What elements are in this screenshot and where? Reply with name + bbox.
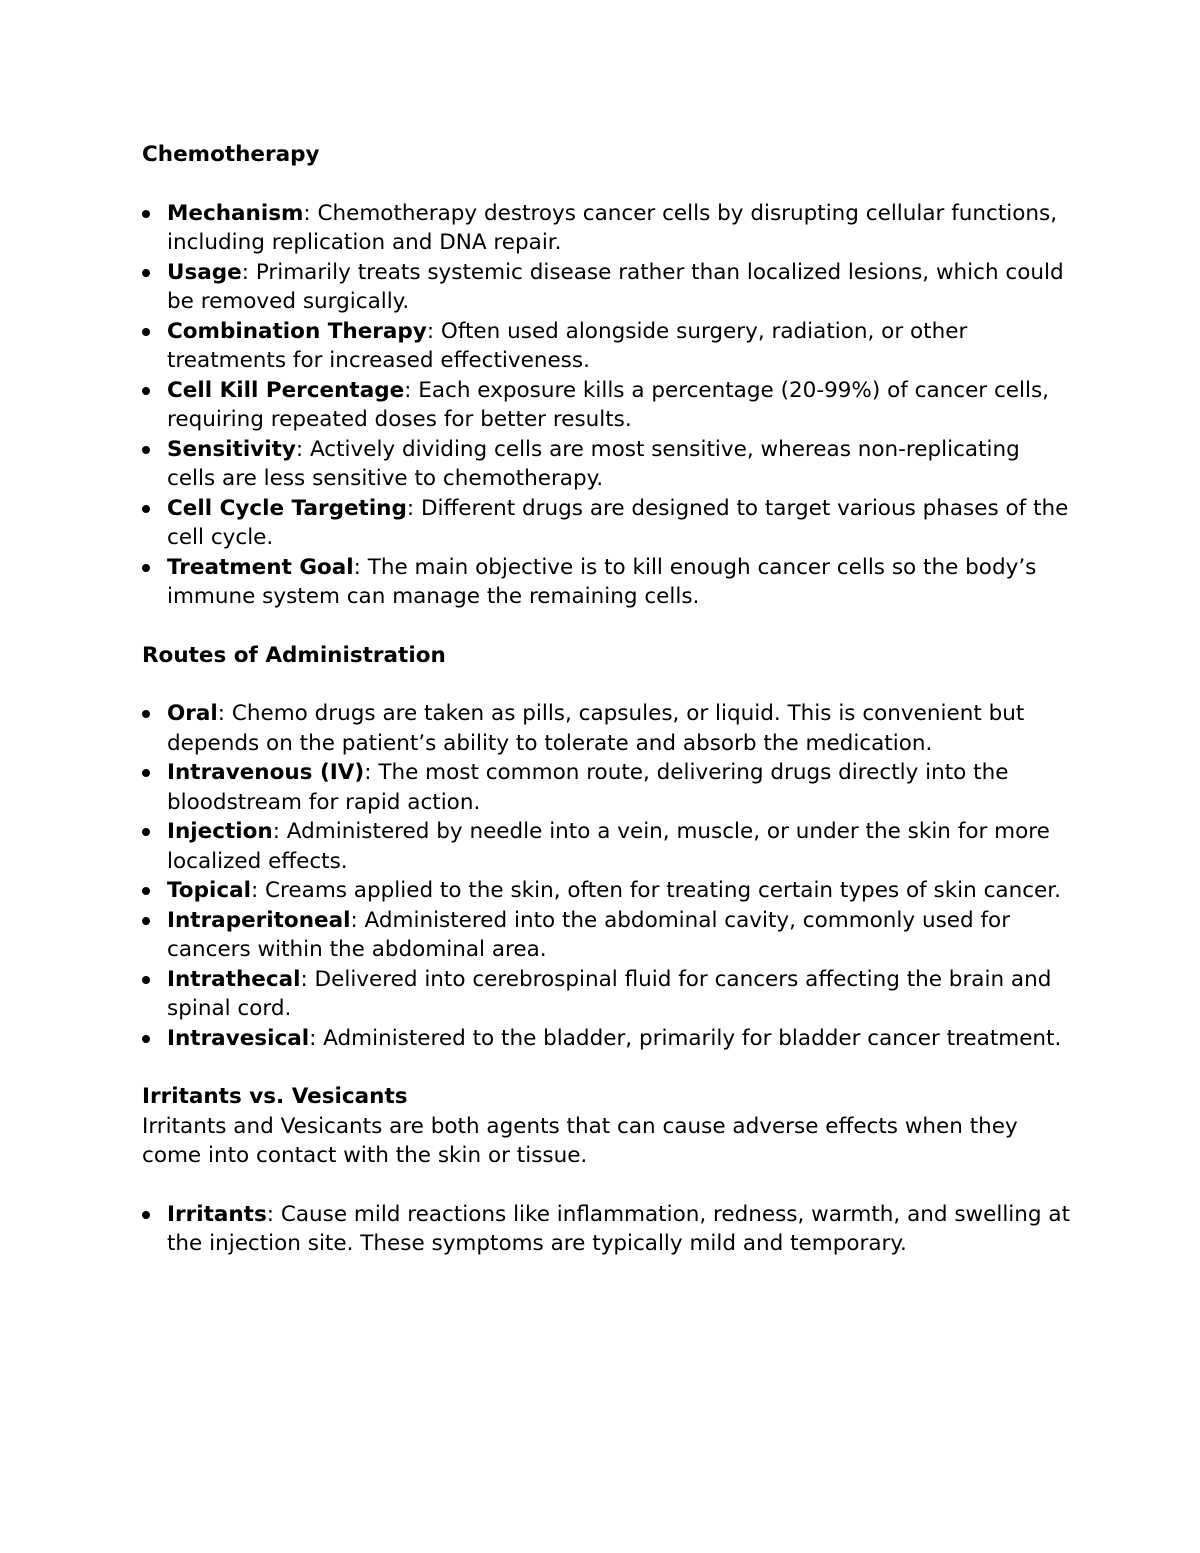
item-term: Topical xyxy=(167,878,251,903)
list-item xyxy=(142,817,1072,876)
bullet-icon xyxy=(142,446,150,454)
item-text: : Creams applied to the skin, often for treating certain types of skin cancer. xyxy=(250,878,1061,903)
list-item xyxy=(142,258,1072,317)
item-term: Oral xyxy=(167,701,218,726)
section-heading-routes: Routes of Administration xyxy=(142,642,446,668)
item-term: Irritants xyxy=(167,1201,267,1227)
item-text: : Chemo drugs are taken as pills, capsules, or liquid. This is convenient but depends on the patient’s ability to tolerate and absorb the medication. xyxy=(167,701,1025,756)
item-text: : Each exposure kills a percentage (20-99%) of cancer cells, requiring repeated doses for better results. xyxy=(167,377,1050,432)
item-term: Cell Cycle Targeting xyxy=(167,495,407,521)
list-item xyxy=(142,199,1072,258)
bullet-icon xyxy=(142,564,150,572)
bullet-icon xyxy=(142,976,150,984)
chemotherapy-list xyxy=(142,199,1072,612)
item-term: Intravenous (IV) xyxy=(167,760,365,785)
bullet-icon xyxy=(142,710,150,718)
list-item xyxy=(142,317,1072,376)
item-text: : Cause mild reactions like inflammation, redness, warmth, and swelling at the injection site. These symptoms are typically mild and temporary. xyxy=(167,1201,1070,1256)
irritants-intro: Irritants and Vesicants are both agents that can cause adverse effects when they come into contact with the skin or tissue. xyxy=(142,1113,1018,1168)
item-text: : Administered to the bladder, primarily for bladder cancer treatment. xyxy=(309,1025,1062,1051)
item-text: : The most common route, delivering drugs directly into the bloodstream for rapid action. xyxy=(167,760,1009,815)
list-item xyxy=(142,494,1072,553)
item-text: : Delivered into cerebrospinal fluid for cancers affecting the brain and spinal cord. xyxy=(167,966,1052,1021)
list-item xyxy=(142,435,1072,494)
item-term: Sensitivity xyxy=(167,436,296,462)
routes-list xyxy=(142,699,1072,1053)
bullet-icon xyxy=(142,505,150,513)
irritants-list xyxy=(142,1200,1072,1259)
item-term: Mechanism xyxy=(167,200,304,226)
bullet-icon xyxy=(142,887,150,895)
bullet-icon xyxy=(142,328,150,336)
bullet-icon xyxy=(142,828,150,836)
list-item xyxy=(142,1200,1072,1259)
item-term: Combination Therapy xyxy=(167,318,427,344)
list-item xyxy=(142,1024,1072,1054)
bullet-icon xyxy=(142,387,150,395)
item-term: Intravesical xyxy=(167,1025,310,1051)
list-item xyxy=(142,376,1072,435)
item-text: : Often used alongside surgery, radiation, or other treatments for increased effectiveness. xyxy=(167,318,968,373)
section-heading-chemotherapy: Chemotherapy xyxy=(142,142,320,167)
item-text: : Administered into the abdominal cavity, commonly used for cancers within the abdominal area. xyxy=(167,907,1011,962)
list-item xyxy=(142,965,1072,1024)
bullet-icon xyxy=(142,1035,150,1043)
item-text: : Primarily treats systemic disease rather than localized lesions, which could be removed surgically. xyxy=(167,259,1064,314)
item-text: : Chemotherapy destroys cancer cells by disrupting cellular functions, including replication and DNA repair. xyxy=(167,200,1058,255)
item-term: Intrathecal xyxy=(167,966,301,992)
item-text: : Actively dividing cells are most sensitive, whereas non-replicating cells are less sensitive to chemotherapy. xyxy=(167,436,1020,491)
item-text: : Different drugs are designed to target various phases of the cell cycle. xyxy=(167,495,1069,550)
bullet-icon xyxy=(142,917,150,925)
bullet-icon xyxy=(142,210,150,218)
item-term: Intraperitoneal xyxy=(167,907,351,933)
item-term: Usage xyxy=(167,259,242,285)
item-text: : Administered by needle into a vein, muscle, or under the skin for more localized effects. xyxy=(167,819,1050,874)
section-heading-irritants: Irritants vs. Vesicants xyxy=(142,1084,408,1109)
list-item xyxy=(142,876,1072,906)
item-term: Injection xyxy=(167,819,273,844)
item-text: : The main objective is to kill enough cancer cells so the body’s immune system can manage the remaining cells. xyxy=(167,554,1037,609)
item-term: Cell Kill Percentage xyxy=(167,377,405,403)
list-item xyxy=(142,699,1072,758)
document-page xyxy=(142,140,1072,1259)
list-item xyxy=(142,906,1072,965)
list-item xyxy=(142,758,1072,817)
bullet-icon xyxy=(142,269,150,277)
list-item xyxy=(142,553,1072,612)
item-term: Treatment Goal xyxy=(167,554,354,580)
bullet-icon xyxy=(142,769,150,777)
bullet-icon xyxy=(142,1211,150,1219)
